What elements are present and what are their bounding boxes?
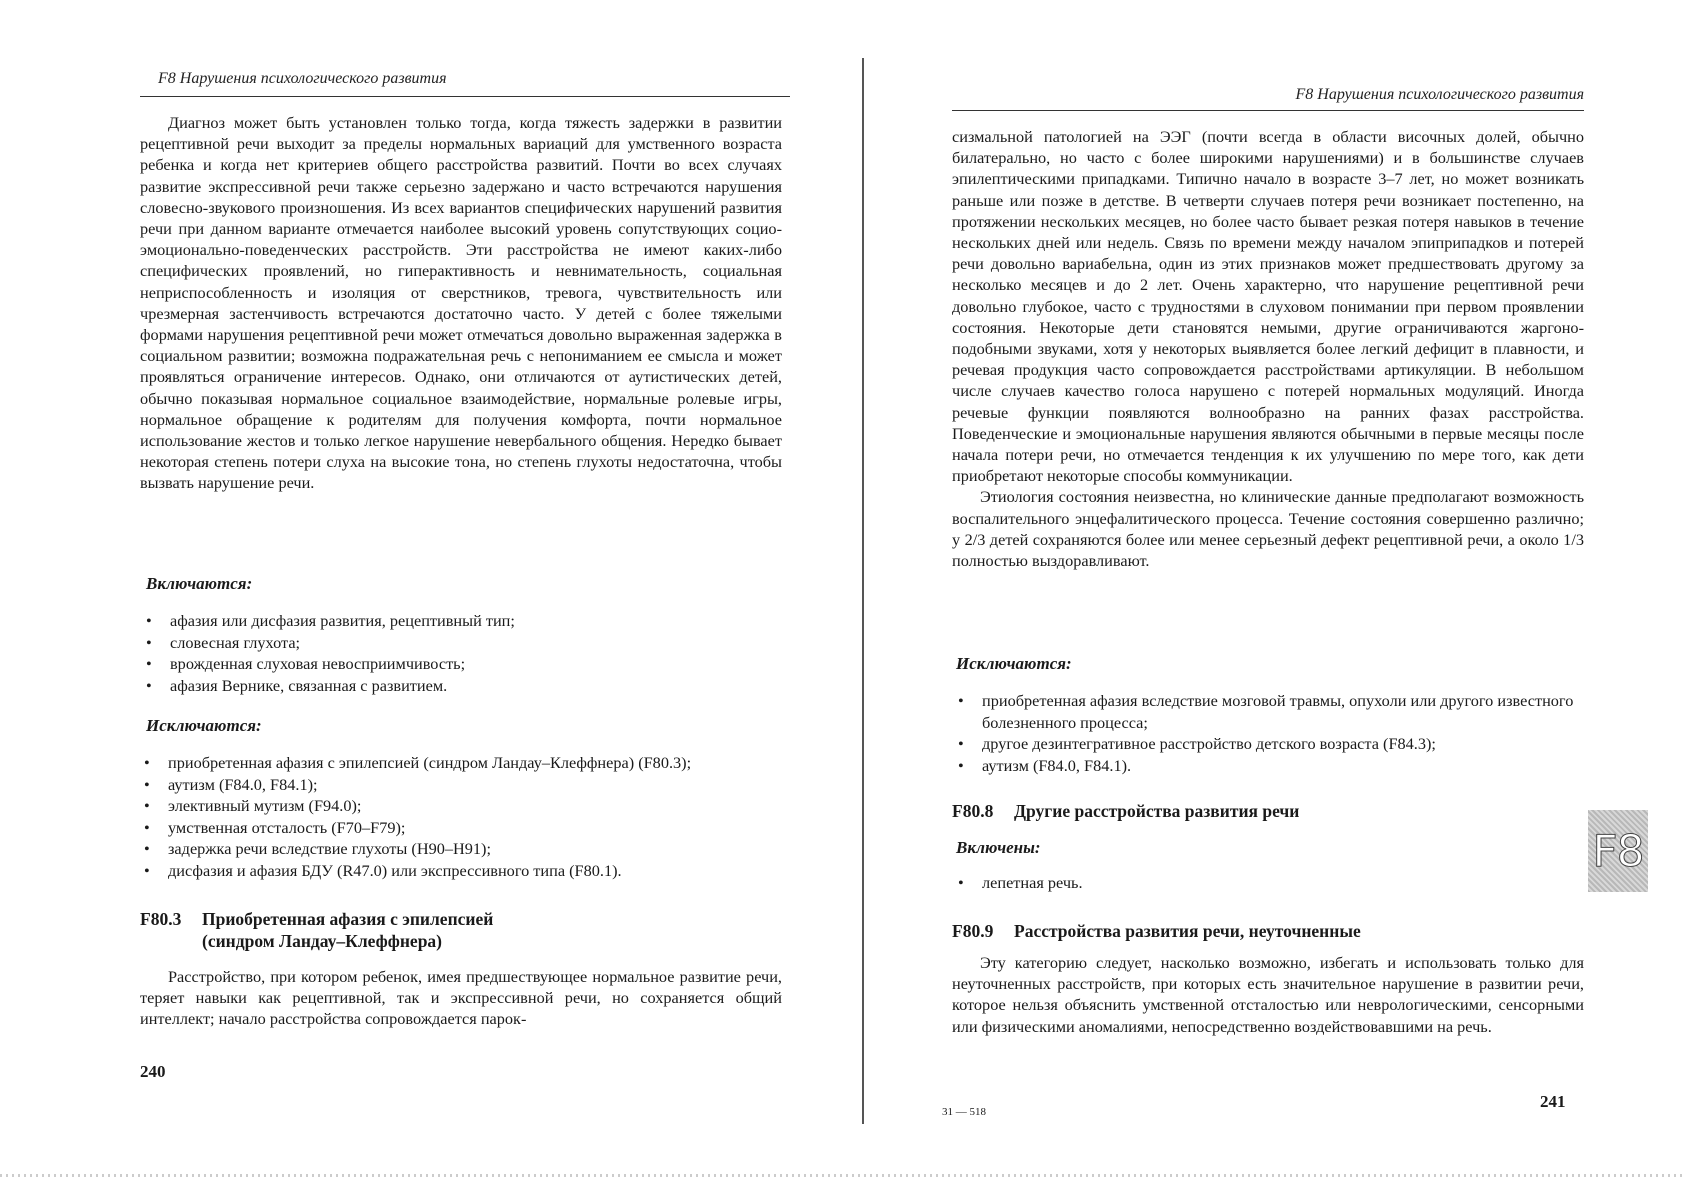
list-item: • афазия или дисфазия развития, рецептивный тип; xyxy=(140,610,780,632)
chapter-thumb-tab xyxy=(1588,810,1648,892)
scan-bottom-edge xyxy=(0,1174,1684,1177)
page-number: 241 xyxy=(1540,1092,1566,1111)
list-item: • аутизм (F84.0, F84.1). xyxy=(952,755,1584,777)
excludes-list xyxy=(952,690,1584,776)
includes-heading: Включены: xyxy=(956,838,1041,857)
excludes-heading: Исключаются: xyxy=(146,716,262,735)
running-head: F8 Нарушения психологического развития xyxy=(1295,86,1584,103)
section-title-line: Приобретенная афазия с эпилепсией xyxy=(202,909,494,929)
f80-9-paragraph: Эту категорию следует, насколько возможно, избегать и использовать только для неуточненных расстройств, при которых есть значительное нарушение в развитии речи, которое нельзя объяснить умственной отсталостью или неврологическими, сенсорными или физическими аномалиями, непосредственно воздействовавшими на речь. xyxy=(952,953,1584,1036)
body-text-block xyxy=(952,126,1584,571)
list-item: • элективный мутизм (F94.0); xyxy=(138,795,788,817)
list-item: • словесная глухота; xyxy=(140,632,780,654)
includes-list xyxy=(952,872,1584,894)
section-title-line: Расстройства развития речи, неуточненные xyxy=(1014,921,1361,941)
right-page xyxy=(866,0,1684,1198)
body-text-block xyxy=(140,112,782,494)
section-text-block xyxy=(140,966,782,1030)
excludes-list xyxy=(138,752,788,882)
etiology-paragraph: Этиология состояния неизвестна, но клинические данные предполагают возможность воспалительного энцефалитического процесса. Течение состояния совершенно различно; у 2/3 детей сохраняются более или менее серьезный дефект рецептивной речи, а около 1/3 полностью выздоравливают. xyxy=(952,487,1584,571)
section-code: F80.3 xyxy=(140,909,182,929)
page-number: 240 xyxy=(140,1062,166,1081)
section-title-f80-8 xyxy=(952,800,1584,822)
body-paragraph: сизмальной патологией на ЭЭГ (почти всегда в области височных долей, обычно билатерально, но часто с более широкими нарушениями) и в большинстве случаев эпилептическими припадками. Типично начало в возрасте 3–7 лет, но может возникать раньше или позже в детстве. В четверти случаев потеря речи возникает постепенно, на протяжении нескольких месяцев, но более часто бывает резкая потеря навыков в течение нескольких дней или недель. Связь по времени между началом эпиприпадков и потерей речи довольно вариабельна, один из этих признаков может предшествовать другому за несколько месяцев и до 2 лет. Очень характерно, что нарушение рецептивной речи довольно глубокое, часто с трудностями в слуховом понимании при первом проявлении состояния. Некоторые дети становятся немыми, другие ограничиваются жаргоно-подобными звуками, хотя у некоторых выявляется более легкий дефицит в плавности, и речевая продукция часто сопровождается расстройствами артикуляции. В небольшом числе случаев качество голоса нарушено с потерей нормальных модуляций. Иногда речевые функции появляются волнообразно на ранних фазах расстройства. Поведенческие и эмоциональные нарушения являются обычными в первые месяцы после начала потери речи, но отмечается тенденция к их улучшению по мере того, как дети приобретают некоторые способы коммуникации. xyxy=(952,127,1584,486)
footer-signature: 31 — 518 xyxy=(942,1106,986,1118)
list-item: • приобретенная афазия с эпилепсией (синдром Ландау–Клеффнера) (F80.3); xyxy=(138,752,788,774)
list-item: • умственная отсталость (F70–F79); xyxy=(138,817,788,839)
includes-heading: Включаются: xyxy=(146,574,253,593)
list-item: • приобретенная афазия вследствие мозговой травмы, опухоли или другого известного болезненного процесса; xyxy=(952,690,1584,733)
includes-list xyxy=(140,610,780,696)
section-title-f80-3 xyxy=(140,908,780,952)
list-item: • дисфазия и афазия БДУ (R47.0) или экспрессивного типа (F80.1). xyxy=(138,860,788,882)
section-title-line: Другие расстройства развития речи xyxy=(1014,801,1300,821)
running-head: F8 Нарушения психологического развития xyxy=(158,70,447,87)
list-item: • другое дезинтегративное расстройство детского возраста (F84.3); xyxy=(952,733,1584,755)
body-paragraph: Диагноз может быть установлен только тогда, когда тяжесть задержки в развитии рецептивной речи выходит за пределы нормальных вариаций для умственного возраста ребенка и когда нет критериев общего расстройства развитий. Почти во всех случаях развитие экспрессивной речи также серьезно задержано и часто встречаются нарушения словесно-звукового произношения. Из всех вариантов специфических нарушений развития речи при данном варианте отмечается наиболее высокий уровень сопутствующих социо-эмоционально-поведенческих расстройств. Эти расстройства не имеют каких-либо специфических проявлений, но гиперактивность и невнимательность, социальная неприспособленность и изоляция от сверстников, тревога, чувствительность или чрезмерная застенчивость встречаются достаточно часто. У детей с более тяжелыми формами нарушения рецептивной речи может отмечаться довольно выраженная задержка в социальном развитии; возможна подражательная речь с непониманием ее смысла и может проявляться ограничение интересов. Однако, они отличаются от аутистических детей, обычно показывая нормальное социальное взаимодействие, нормальные ролевые игры, нормальное обращение к родителям для получения комфорта, почти нормальное использование жестов и только легкое нарушение невербального общения. Нередко бывает некоторая степень потери слуха на высокие тона, но степень глухоты недостаточна, чтобы вызвать нарушение речи. xyxy=(140,113,782,493)
list-item: • афазия Вернике, связанная с развитием. xyxy=(140,675,780,697)
header-rule xyxy=(140,96,790,97)
f80-9-text-block xyxy=(952,952,1584,1037)
thumb-tab-label: F8 xyxy=(1592,825,1644,877)
list-item: • врожденная слуховая невосприимчивость; xyxy=(140,653,780,675)
header-rule xyxy=(952,110,1584,111)
list-item: • задержка речи вследствие глухоты (H90–H91); xyxy=(138,838,788,860)
list-item: • аутизм (F84.0, F84.1); xyxy=(138,774,788,796)
section-title-f80-9 xyxy=(952,920,1584,942)
excludes-heading: Исключаются: xyxy=(956,654,1072,673)
list-item: • лепетная речь. xyxy=(952,872,1584,894)
book-spine xyxy=(862,58,864,1124)
section-title-line: (синдром Ландау–Клеффнера) xyxy=(202,931,443,951)
section-code: F80.9 xyxy=(952,921,994,941)
section-code: F80.8 xyxy=(952,801,994,821)
section-paragraph: Расстройство, при котором ребенок, имея предшествующее нормальное развитие речи, теряет навыки как рецептивной, так и экспрессивной речи, но сохраняется общий интеллект; начало расстройства сопровождается парок- xyxy=(140,967,782,1029)
